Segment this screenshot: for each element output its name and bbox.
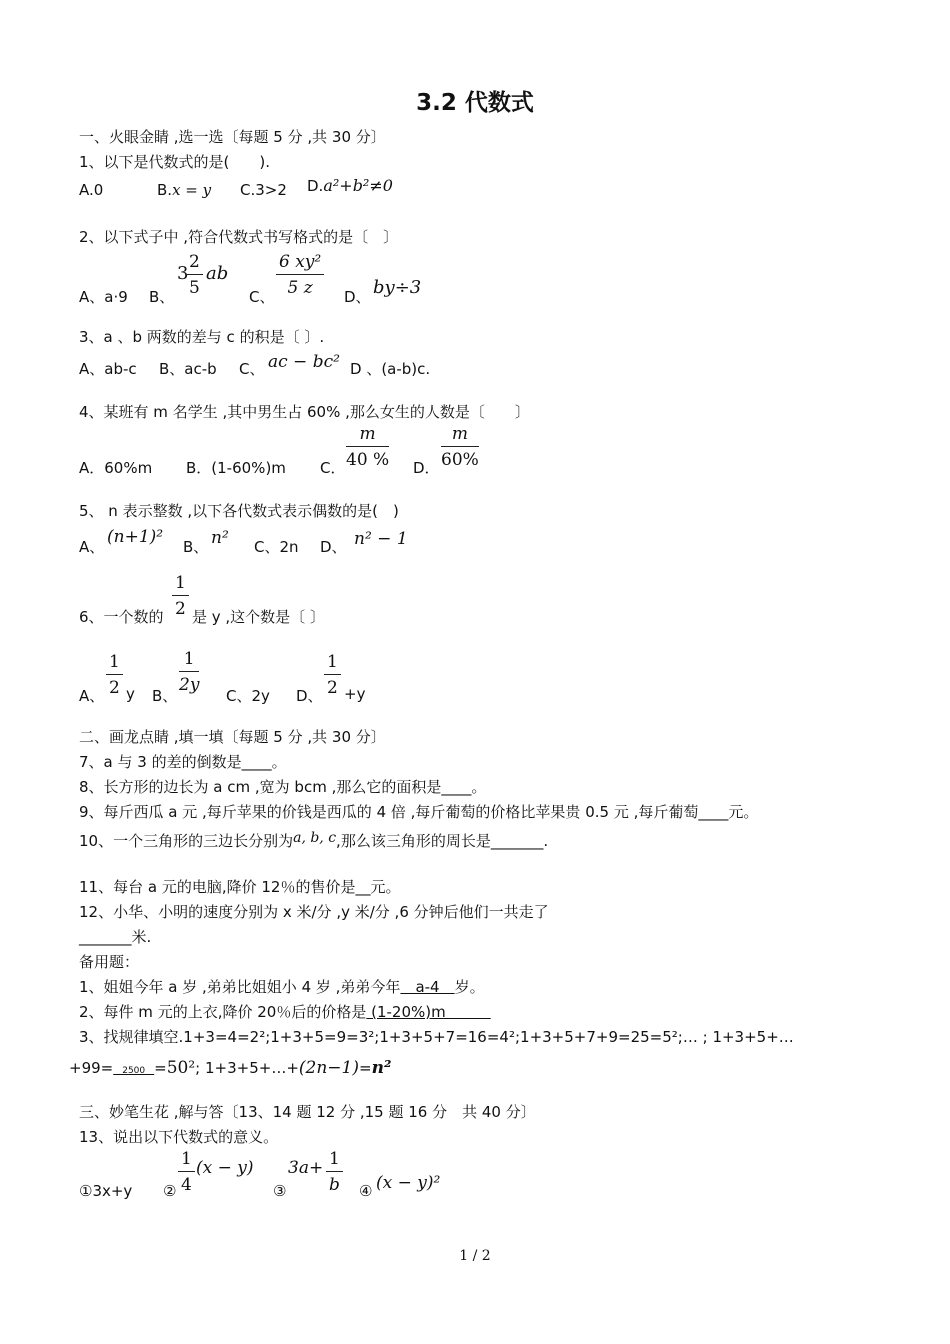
q13-item2-num: 1 [178,1148,195,1172]
q1-option-c: C.3>2 [240,181,287,199]
q13-item3-pre: 3a+ [288,1158,324,1178]
q6-option-a-den: 2 [109,678,120,698]
q4-option-c-num: m [346,423,389,447]
q4-option-b: B．(1-60%)m [186,459,286,477]
q9: 9、每斤西瓜 a 元 ,每斤苹果的价钱是西瓜的 4 倍 ,每斤葡萄的价格比苹果贵 0.5 元 ,每斤葡萄____元。 [79,803,759,821]
q2-option-c-den: 5 z [287,278,313,298]
spare-q2 [79,1001,491,1022]
q13-item3-den: b [328,1175,340,1195]
q6-stem-pre: 6、一个数的 [79,608,164,626]
q6-stem-fraction [172,572,189,620]
q2-option-b-num: 2 [186,251,203,275]
spare-q3-mid: ; 1+3+5+…+ [195,1059,299,1077]
q13-item2-fraction [178,1148,195,1196]
spare-heading: 备用题： [79,953,140,971]
q13-item3-fraction [326,1148,343,1196]
q13-stem: 13、说出以下代数式的意义。 [79,1128,279,1146]
q1-option-d [307,176,393,195]
spare-q3-line2 [69,1058,391,1078]
q2-option-a: A、a·9 [79,288,128,306]
q5-option-b-label: B、 [183,538,209,556]
section2-heading: 二、画龙点睛 ,填一填〔每题 5 分 ,共 30 分〕 [79,728,386,746]
q4-option-c-label: C． [320,459,346,477]
q13-item3-label: ③ [273,1182,287,1200]
q13-item2-tail: (x − y) [196,1158,254,1178]
q2-option-c-num: 6 xy² [276,251,324,275]
spare-q3-math3: n² [371,1058,392,1078]
q6-option-a-fraction [106,651,123,699]
q13-item2-den: 4 [181,1175,192,1195]
q2-option-d-math: by÷3 [373,277,422,298]
q1-option-d-label: D. [307,177,324,195]
q2-option-b-fraction [186,251,203,299]
q5-option-d-math: n² − 1 [354,529,408,549]
q5-option-d-label: D、 [320,538,347,556]
spare-q3-eq2: = [359,1059,372,1077]
page-title: 3.2 代数式 [416,90,534,116]
q12: 12、小华、小明的速度分别为 x 米/分 ,y 米/分 ,6 分钟后他们一共走了 [79,903,549,921]
q1-option-d-math: a²+b²≠0 [323,176,393,195]
q8: 8、长方形的边长为 a cm ,宽为 bcm ,那么它的面积是____。 [79,778,487,796]
q6-option-d-den: 2 [327,678,338,698]
q3-stem: 3、a 、b 两数的差与 c 的积是〔 〕. [79,328,325,346]
q10 [79,830,548,851]
q13-item4-math: (x − y)² [376,1173,441,1193]
q10-pre: 10、一个三角形的三边长分别为 [79,832,294,850]
spare-q3: 3、找规律填空.1+3=4=2²;1+3+5=9=3²;1+3+5+7=16=4²;1+3+5+7+9=25=5²;… ; 1+3+5+… [79,1028,794,1046]
spare-q3-line2-pre: +99= [69,1059,114,1077]
q4-option-d-label: D． [413,459,440,477]
q1-option-b-label: B. [157,181,173,199]
q6-option-a-tail: y [126,685,135,703]
q6-stem-post: 是 y ,这个数是〔 〕 [192,608,325,626]
q2-option-c-fraction [276,251,324,299]
q4-option-c-fraction [346,423,389,471]
q12-tail: _______米. [79,928,152,946]
q6-option-b-num: 1 [179,648,199,672]
q13-item1: ①3x+y [79,1182,133,1200]
q6-option-c: C、2y [226,687,270,705]
q1-option-a: A.0 [79,181,104,199]
q5-option-a-math: (n+1)² [107,527,164,547]
q6-option-a-num: 1 [106,651,123,675]
q1-option-b-math: x = y [172,181,212,199]
q3-option-a: A、ab-c [79,360,137,378]
q3-option-c-label: C、 [239,360,265,378]
spare-q2-answer: (1-20%)m [366,1003,491,1021]
q7: 7、a 与 3 的差的倒数是____。 [79,753,287,771]
q6-option-b-label: B、 [152,687,178,705]
spare-q1 [79,976,485,997]
q10-math: a, b, c [293,830,337,846]
q1-option-b [157,181,211,199]
spare-q3-eq: = [154,1059,167,1077]
q4-option-a: A．60%m [79,459,153,477]
q4-option-d-num: m [441,423,479,447]
q13-item4-label: ④ [359,1182,373,1200]
q6-option-b-den: 2y [179,675,200,695]
spare-q3-math2: (2n−1) [298,1058,359,1078]
q4-stem: 4、某班有 m 名学生 ,其中男生占 60% ,那么女生的人数是〔 〕 [79,403,530,421]
q2-option-b-label: B、 [149,288,175,306]
q11: 11、每台 a 元的电脑,降价 12％的售价是__元。 [79,878,401,896]
section3-heading: 三、妙笔生花 ,解与答〔13、14 题 12 分 ,15 题 16 分 共 40 分〕 [79,1103,536,1121]
spare-q3-answer: 2500 [113,1066,155,1076]
q5-option-b-math: n² [211,528,229,548]
spare-q3-math1: 50² [166,1058,196,1078]
q5-option-c: C、2n [254,538,299,556]
q13-item2-label: ② [163,1182,177,1200]
q5-stem: 5、 n 表示整数 ,以下各代数式表示偶数的是( ) [79,502,399,520]
spare-q2-pre: 2、每件 m 元的上衣,降价 20％后的价格是 [79,1003,367,1021]
q4-option-d-fraction [441,423,479,471]
q5-option-a-label: A、 [79,538,105,556]
q6-option-d-tail: +y [344,685,366,703]
q6-stem-frac-num: 1 [172,572,189,596]
q6-option-a-label: A、 [79,687,105,705]
q10-post: ,那么该三角形的周长是_______. [336,832,549,850]
q4-option-c-den: 40 % [346,450,390,470]
spare-q1-pre: 1、姐姐今年 a 岁 ,弟弟比姐姐小 4 岁 ,弟弟今年 [79,978,401,996]
page-number: 1 / 2 [459,1248,491,1264]
q2-option-c-label: C、 [249,288,275,306]
q3-option-c-math: ac − bc² [268,352,340,372]
spare-q1-post: 岁。 [454,978,485,996]
q4-option-d-den: 60% [441,450,479,470]
q2-option-b-tail: ab [206,263,229,284]
spare-q1-answer: a-4 [400,978,455,996]
q6-option-b-fraction [179,648,199,696]
q2-option-b-whole: 3 [177,263,189,284]
q3-option-d: D 、(a-b)c. [350,360,431,378]
q1-stem: 1、以下是代数式的是( ). [79,153,271,171]
q6-option-d-label: D、 [296,687,323,705]
q6-option-d-num: 1 [324,651,341,675]
q6-option-d-fraction [324,651,341,699]
q13-item3-num: 1 [326,1148,343,1172]
section1-heading: 一、火眼金睛 ,选一选〔每题 5 分 ,共 30 分〕 [79,128,386,146]
q2-option-d-label: D、 [344,288,371,306]
q6-stem-frac-den: 2 [175,599,186,619]
q3-option-b: B、ac-b [159,360,217,378]
q2-stem: 2、以下式子中 ,符合代数式书写格式的是〔 〕 [79,228,399,246]
q2-option-b-den: 5 [189,278,200,298]
